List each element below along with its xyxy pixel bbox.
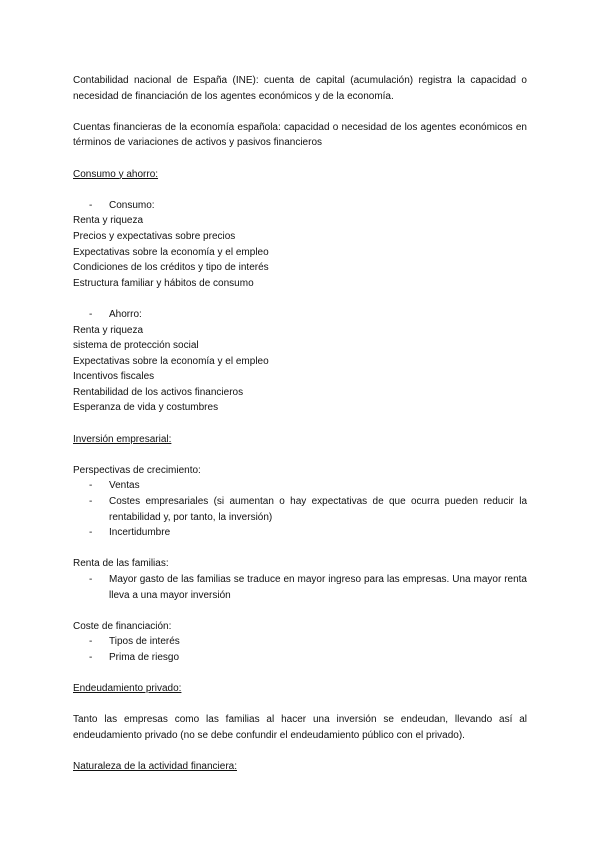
list-item bbox=[89, 572, 527, 603]
dash-marker: - bbox=[89, 480, 93, 492]
ahorro-item: Renta y riqueza bbox=[73, 324, 144, 336]
list-item bbox=[89, 478, 527, 494]
ahorro-subheading bbox=[73, 307, 527, 323]
list-item-text: Ventas bbox=[109, 480, 140, 492]
list-item-text: Tipos de interés bbox=[109, 636, 180, 648]
ahorro-label: Ahorro: bbox=[109, 308, 142, 320]
consumo-item: Condiciones de los créditos y tipo de interés bbox=[73, 262, 269, 274]
ahorro-item: Esperanza de vida y costumbres bbox=[73, 402, 219, 414]
consumo-item: Estructura familiar y hábitos de consumo bbox=[73, 277, 254, 289]
dash-marker: - bbox=[89, 496, 93, 508]
coste-financiacion-label: Coste de financiación: bbox=[73, 620, 172, 632]
ahorro-item: Rentabilidad de los activos financieros bbox=[73, 386, 244, 398]
heading-naturaleza-actividad-financiera: Naturaleza de la actividad financiera: bbox=[73, 761, 237, 773]
perspectivas-label: Perspectivas de crecimiento: bbox=[73, 464, 201, 476]
heading-consumo-ahorro: Consumo y ahorro: bbox=[73, 168, 159, 180]
perspectivas-list bbox=[73, 478, 527, 540]
renta-familias-label: Renta de las familias: bbox=[73, 558, 169, 570]
coste-financiacion-list bbox=[73, 634, 527, 665]
dash-marker: - bbox=[89, 199, 93, 211]
dash-marker: - bbox=[89, 574, 93, 585]
intro-paragraph-ine: Contabilidad nacional de España (INE): cuenta de capital (acumulación) registra la capacidad o necesidad de financiación de los agentes económicos y de la economía. bbox=[73, 75, 527, 102]
intro-paragraph-cuentas-financieras: Cuentas financieras de la economía española: capacidad o necesidad de los agentes económicos en términos de variaciones de activos y pasivos financieros bbox=[73, 121, 527, 149]
list-item-text: Mayor gasto de las familias se traduce en mayor ingreso para las empresas. Una mayor renta lleva a una mayor inversión bbox=[109, 574, 527, 601]
dash-marker: - bbox=[89, 308, 93, 320]
endeudamiento-paragraph: Tanto las empresas como las familias al hacer una inversión se endeudan, llevando así al endeudamiento privado (no se debe confundir el endeudamiento público con el privado). bbox=[73, 714, 527, 741]
list-item-text: Costes empresariales (si aumentan o hay expectativas de que ocurra pueden reducir la rentabilidad y, por tanto, la inversión) bbox=[109, 496, 527, 523]
consumo-item: Precios y expectativas sobre precios bbox=[73, 230, 236, 242]
list-item-text: Incertidumbre bbox=[109, 527, 171, 539]
consumo-item: Renta y riqueza bbox=[73, 215, 144, 227]
heading-endeudamiento-privado: Endeudamiento privado: bbox=[73, 683, 182, 695]
dash-marker: - bbox=[89, 651, 93, 663]
list-item bbox=[89, 494, 527, 525]
ahorro-item: Incentivos fiscales bbox=[73, 371, 155, 383]
list-item bbox=[89, 634, 527, 650]
ahorro-item: sistema de protección social bbox=[73, 340, 199, 352]
ahorro-item: Expectativas sobre la economía y el empleo bbox=[73, 355, 269, 367]
list-item bbox=[89, 525, 527, 541]
list-item bbox=[89, 650, 527, 666]
dash-marker: - bbox=[89, 636, 93, 648]
consumo-label: Consumo: bbox=[109, 199, 155, 211]
consumo-item: Expectativas sobre la economía y el empleo bbox=[73, 246, 269, 258]
document-body bbox=[73, 73, 527, 775]
consumo-subheading bbox=[73, 198, 527, 214]
dash-marker: - bbox=[89, 527, 93, 539]
heading-inversion-empresarial: Inversión empresarial: bbox=[73, 433, 172, 445]
renta-familias-list bbox=[73, 572, 527, 603]
list-item-text: Prima de riesgo bbox=[109, 651, 180, 663]
